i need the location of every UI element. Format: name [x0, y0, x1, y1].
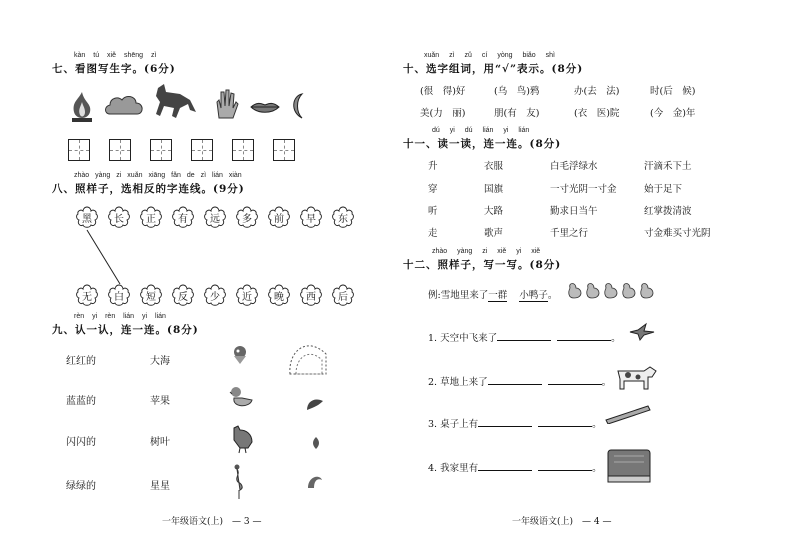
ducklings-icon [566, 280, 656, 306]
s9-right-word: 树叶 [150, 437, 170, 448]
right-footer: 一年级语文(上) — 4 — [512, 517, 612, 527]
answer-blank[interactable] [478, 460, 532, 471]
answer-blank[interactable] [548, 374, 602, 385]
s9-pinyin: rèn yi rèn lián yi lián [74, 313, 166, 320]
s11-col3: 勤求日当午 [550, 206, 598, 217]
flower-char: 反 [178, 292, 188, 303]
example-connect-line [0, 0, 320, 300]
s12-item-4: 4. 我家里有 。 [428, 460, 602, 474]
flower-bottom[interactable] [332, 284, 354, 306]
flower-char: 长 [114, 214, 124, 225]
s11-col1: 走 [428, 228, 438, 239]
s10-option[interactable]: (很 得)好 [420, 86, 466, 97]
cow-icon [614, 363, 658, 397]
s11-col2: 歌声 [484, 228, 504, 239]
s11-col1: 听 [428, 206, 438, 217]
rooster-icon [228, 424, 256, 458]
ruler-icon [604, 404, 652, 428]
s11-col4: 始于足下 [644, 184, 683, 195]
s9-right-word: 星星 [150, 481, 170, 492]
s12-item-3: 3. 桌子上有 。 [428, 416, 602, 430]
s11-col4: 红掌拨清波 [644, 206, 692, 217]
s9-title: 九、认一认，连一连。(8分) [52, 324, 199, 336]
s9-left-word: 红红的 [66, 356, 96, 367]
s9-left-word: 蓝蓝的 [66, 396, 96, 407]
answer-blank[interactable] [538, 416, 592, 427]
s10-option[interactable]: 美(力 丽) [420, 108, 466, 119]
book-icon [606, 446, 654, 490]
peacock-icon [288, 340, 328, 380]
s12-item-1: 1. 天空中飞来了 。 [428, 330, 621, 344]
bird-icon [628, 322, 656, 346]
flamingo-icon [232, 464, 246, 504]
s8-pinyin: zhào yàng zi xuǎn xiāng fǎn de zì lián xiàn [74, 172, 242, 179]
s12-pinyin: zhào yàng zi xiě yi xiě [432, 248, 541, 255]
parrot-icon [230, 344, 250, 370]
s10-title: 十、选字组词，用“√”表示。(8分) [403, 63, 584, 75]
answer-blank[interactable] [557, 330, 611, 341]
leaf-icon [312, 434, 320, 453]
left-footer: 一年级语文(上) — 3 — [162, 517, 262, 527]
s12-example: 例:雪地里来了一群 小鸭子。 [428, 290, 558, 301]
swirl-icon [306, 472, 324, 494]
s11-col3: 一寸光阴一寸金 [550, 184, 617, 195]
flower-char: 少 [210, 292, 220, 303]
s11-pinyin: dú yi dú lián yi lián [432, 127, 530, 134]
s10-pinyin: xuǎn zì zǔ cí yòng biǎo shì [424, 52, 555, 59]
s11-col2: 衣服 [484, 161, 504, 172]
flower-char: 无 [82, 292, 92, 303]
flower-char: 正 [146, 214, 156, 225]
flower-char: 黑 [82, 214, 92, 225]
s11-col1: 升 [428, 161, 438, 172]
s11-col2: 大路 [484, 206, 504, 217]
s7-title: 七、看图写生字。(6分) [52, 63, 176, 75]
s9-right-word: 大海 [150, 356, 170, 367]
flower-char: 后 [338, 292, 348, 303]
s10-option[interactable]: (衣 医)院 [574, 108, 620, 119]
s11-title: 十一、读一读，连一连。(8分) [403, 138, 562, 150]
flower-char: 东 [338, 214, 348, 225]
answer-blank[interactable] [478, 416, 532, 427]
flower-char: 早 [306, 214, 316, 225]
shell-icon [306, 396, 324, 415]
flower-char: 远 [210, 214, 220, 225]
s10-option[interactable]: 时(后 候) [650, 86, 696, 97]
answer-blank[interactable] [497, 330, 551, 341]
s10-option[interactable]: 朋(有 友) [494, 108, 540, 119]
s11-col4: 寸金难买寸光阴 [644, 228, 711, 239]
duck-icon [228, 384, 254, 414]
flower-char: 短 [146, 292, 156, 303]
answer-blank[interactable] [488, 374, 542, 385]
s7-pinyin: kàn tú xiě shēng zì [74, 52, 157, 59]
s12-item-2: 2. 草地上来了 。 [428, 374, 611, 388]
flower-char: 西 [306, 292, 316, 303]
s11-col1: 穿 [428, 184, 438, 195]
s12-title: 十二、照样子，写一写。(8分) [403, 259, 562, 271]
s11-col3: 千里之行 [550, 228, 589, 239]
flower-char: 多 [242, 214, 252, 225]
flower-char: 晚 [274, 292, 284, 303]
flower-top[interactable] [332, 206, 354, 228]
s8-title: 八、照样子，选相反的字连线。(9分) [52, 183, 245, 195]
s9-left-word: 绿绿的 [66, 481, 96, 492]
s10-option[interactable]: 办(去 法) [574, 86, 620, 97]
flower-char: 前 [274, 214, 284, 225]
s10-option[interactable]: (今 金)年 [650, 108, 696, 119]
s11-col3: 白毛浮绿水 [550, 161, 598, 172]
s9-right-word: 苹果 [150, 396, 170, 407]
answer-blank[interactable] [538, 460, 592, 471]
s10-option[interactable]: (乌 鸟)鸦 [494, 86, 540, 97]
s9-left-word: 闪闪的 [66, 437, 96, 448]
s11-col2: 国旗 [484, 184, 504, 195]
flower-char: 白 [114, 292, 124, 303]
flower-char: 近 [242, 292, 252, 303]
flower-char: 有 [178, 214, 188, 225]
s11-col4: 汗滴禾下土 [644, 161, 692, 172]
